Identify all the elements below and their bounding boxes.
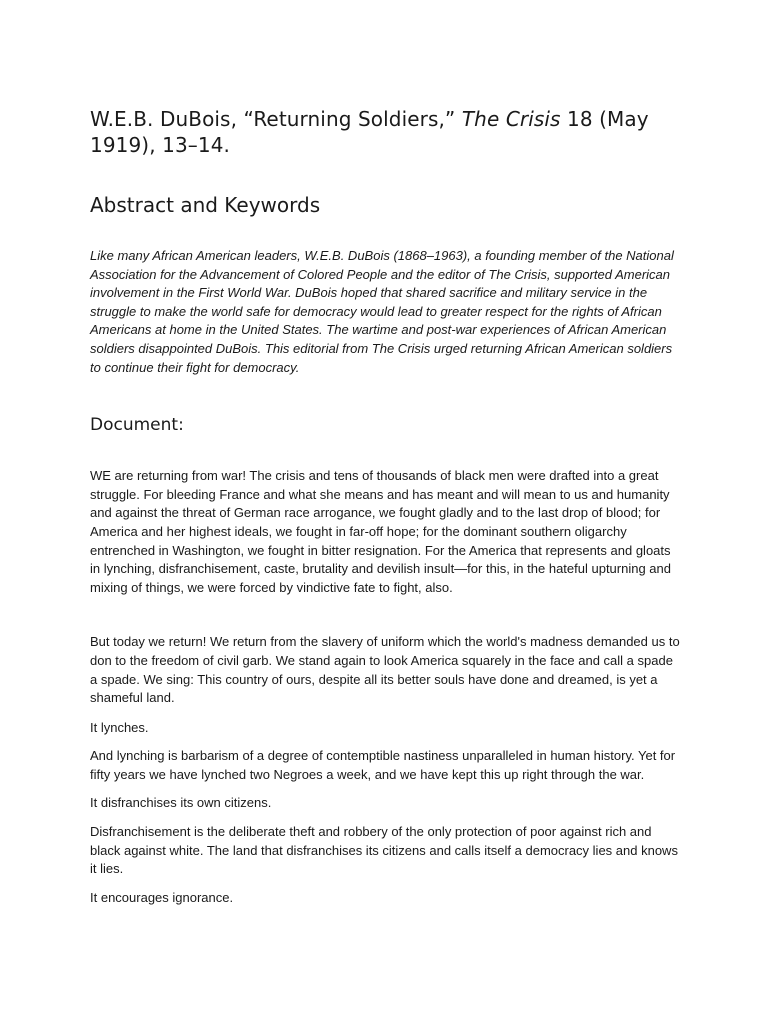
document-body <box>90 106 682 907</box>
document-paragraph: It lynches. <box>90 719 149 735</box>
document-heading: Document: <box>90 415 184 436</box>
document-paragraph: Disfranchisement is the deliberate theft and robbery of the only protection of poor against rich and black against white. The land that disfranchises its citizens and calls itself a democracy lies and knows it lies. <box>90 824 678 877</box>
document-paragraph: But today we return! We return from the slavery of uniform which the world's madness demanded us to don to the freedom of civil garb. We stand again to look America squarely in the face and call a spade a spade. We sing: This country of ours, despite all its better souls have done and dreamed, is yet a shameful land. <box>90 634 680 706</box>
citation-author-title: W.E.B. DuBois, “Returning Soldiers,” <box>90 107 462 131</box>
document-paragraph: WE are returning from war! The crisis and tens of thousands of black men were drafted into a great struggle. For bleeding France and what she means and has meant and will mean to us and humanity and against the threat of German race arrogance, we fought gladly and to the last drop of blood; for America and her highest ideals, we fought in far-off hope; for the dominant southern oligarchy entrenched in Washington, we fought in bitter resignation. For the America that represents and gloats in lynching, disfranchisement, caste, brutality and devilish insult—for this, in the hateful upturning and mixing of things, we were forced by vindictive fate to fight, also. <box>90 468 671 595</box>
document-paragraph: It disfranchises its own citizens. <box>90 795 272 811</box>
document-paragraph: It encourages ignorance. <box>90 889 234 905</box>
document-paragraph: And lynching is barbarism of a degree of contemptible nastiness unparalleled in human history. Yet for fifty years we have lynched two Negroes a week, and we have kept this up right through the war. <box>90 748 676 782</box>
citation-journal: The Crisis <box>461 107 561 131</box>
citation-issue: 18 (May 1919), 13–14. <box>90 107 649 157</box>
citation-title <box>90 106 682 158</box>
abstract-text: Like many African American leaders, W.E.B. DuBois (1868–1963), a founding member of the National Association for the Advancement of Colored People and the editor of The Crisis, supported American involvement in the First World War. DuBois hoped that shared sacrifice and military service in the struggle to make the world safe for democracy would lead to greater respect for the rights of African Americans at home in the United States. The wartime and post-war experiences of African American soldiers disappointed DuBois. This editorial from The Crisis urged returning African American soldiers to continue their fight for democracy. <box>90 248 674 375</box>
abstract-heading: Abstract and Keywords <box>90 193 321 217</box>
